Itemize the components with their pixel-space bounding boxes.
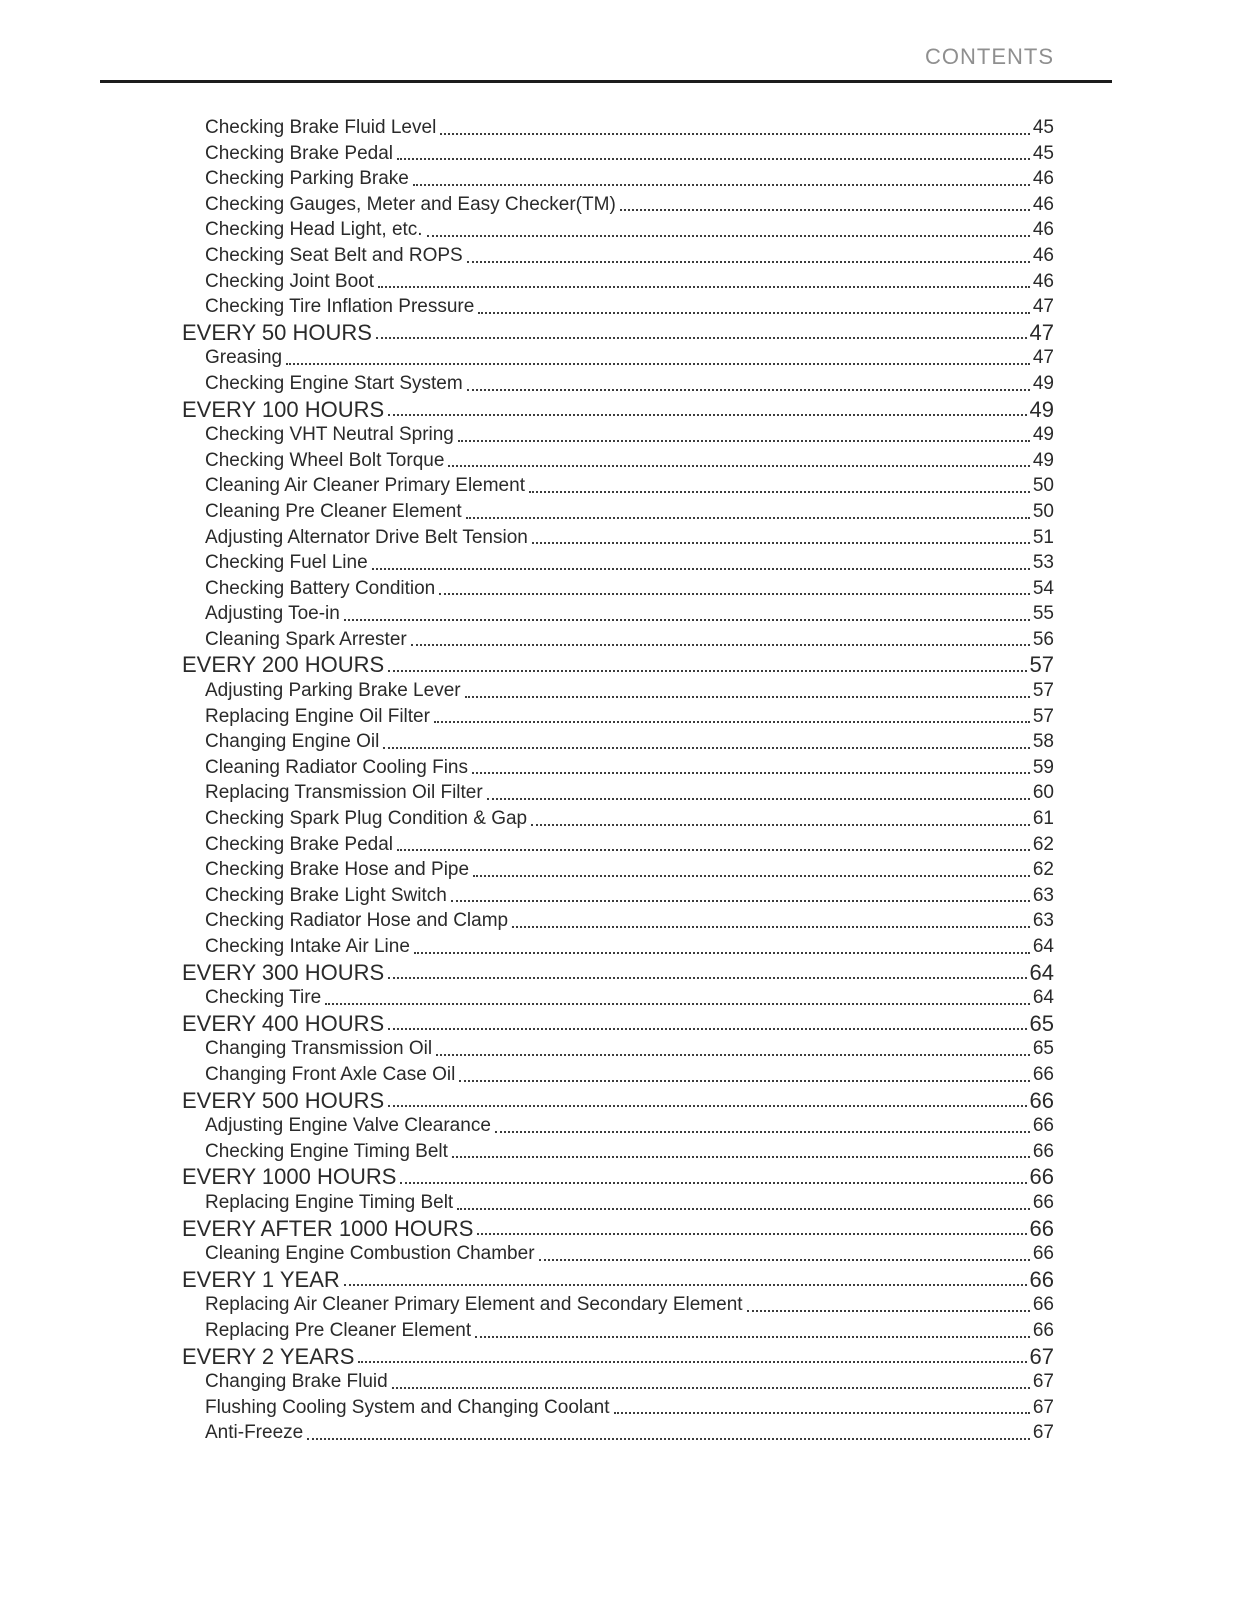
toc-entry-title: Checking Brake Fluid Level xyxy=(205,117,437,138)
toc-entry[interactable] xyxy=(182,320,1054,346)
toc-entry[interactable] xyxy=(182,345,1054,371)
toc-dot-leader xyxy=(397,158,1030,160)
toc-entry[interactable] xyxy=(182,883,1054,909)
toc-entry-page: 64 xyxy=(1029,959,1054,985)
toc-entry-title: Checking Spark Plug Condition & Gap xyxy=(205,808,528,830)
toc-entry-page: 49 xyxy=(1032,449,1054,471)
toc-entry-title: Adjusting Alternator Drive Belt Tension xyxy=(205,526,528,548)
toc-entry-page: 49 xyxy=(1029,396,1054,422)
toc-entry-page: 63 xyxy=(1032,910,1054,932)
toc-entry-page: 57 xyxy=(1032,680,1054,702)
toc-dot-leader xyxy=(495,1131,1030,1133)
toc-entry-title: Checking Brake Hose and Pipe xyxy=(205,859,470,881)
toc-entry-page: 67 xyxy=(1032,1396,1054,1418)
page-header-title: CONTENTS xyxy=(925,44,1054,69)
toc-dot-leader xyxy=(448,465,1029,467)
toc-dot-leader xyxy=(286,363,1030,365)
toc-entry-title: Adjusting Parking Brake Lever xyxy=(205,680,461,702)
toc-entry-title: Adjusting Toe-in xyxy=(205,603,340,625)
toc-entry-page: 66 xyxy=(1032,1294,1054,1316)
toc-dot-leader xyxy=(372,568,1030,570)
toc-entry-title: Flushing Cooling System and Changing Coolant xyxy=(205,1396,610,1418)
toc-entry-title: Checking Gauges, Meter and Easy Checker(TM) xyxy=(205,193,616,215)
toc-dot-leader xyxy=(388,977,1026,979)
toc-dot-leader xyxy=(452,1156,1030,1158)
header-rule xyxy=(100,80,1112,83)
toc-entry-title: Replacing Engine Timing Belt xyxy=(205,1191,454,1213)
toc-entry-title: Changing Engine Oil xyxy=(205,731,380,753)
toc-entry-page: 58 xyxy=(1032,731,1054,753)
toc-entry-page: 50 xyxy=(1032,475,1054,497)
toc-entry-title: Adjusting Engine Valve Clearance xyxy=(205,1115,491,1137)
toc-entry-page: 66 xyxy=(1032,1191,1054,1213)
toc-entry-page: 46 xyxy=(1032,193,1054,215)
toc-entry-title: Checking Brake Light Switch xyxy=(205,884,447,906)
toc-entry-page: 65 xyxy=(1032,1038,1054,1060)
toc-dot-leader xyxy=(467,261,1030,263)
toc-dot-leader xyxy=(388,1028,1026,1030)
toc-entry-title: Changing Transmission Oil xyxy=(205,1038,433,1060)
toc-entry-title: Changing Front Axle Case Oil xyxy=(205,1063,456,1085)
toc-entry[interactable] xyxy=(182,627,1054,653)
toc-entry-title: Greasing xyxy=(205,347,283,369)
toc-entry[interactable] xyxy=(182,115,1054,141)
toc-dot-leader xyxy=(512,926,1030,928)
toc-entry[interactable] xyxy=(182,166,1054,192)
toc-entry-page: 67 xyxy=(1029,1343,1054,1369)
toc-entry[interactable] xyxy=(182,448,1054,474)
toc-dot-leader xyxy=(614,1412,1030,1414)
toc-entry-page: 49 xyxy=(1032,372,1054,394)
toc-dot-leader xyxy=(388,670,1026,672)
toc-entry[interactable] xyxy=(182,1036,1054,1062)
toc-entry[interactable] xyxy=(182,1088,1054,1114)
toc-dot-leader xyxy=(358,1361,1026,1363)
toc-entry-page: 47 xyxy=(1032,347,1054,369)
toc-dot-leader xyxy=(459,1080,1030,1082)
toc-entry[interactable] xyxy=(182,1420,1054,1446)
toc-entry[interactable] xyxy=(182,985,1054,1011)
toc-entry-page: 60 xyxy=(1032,782,1054,804)
toc-entry[interactable] xyxy=(182,678,1054,704)
toc-dot-leader xyxy=(434,721,1030,723)
toc-dot-leader xyxy=(531,824,1030,826)
toc-entry[interactable] xyxy=(182,806,1054,832)
toc-entry[interactable] xyxy=(182,1190,1054,1216)
toc-entry-page: 66 xyxy=(1032,1115,1054,1137)
toc-entry-title: EVERY 1000 HOURS xyxy=(182,1164,397,1190)
toc-entry[interactable] xyxy=(182,192,1054,218)
toc-entry-title: Replacing Pre Cleaner Element xyxy=(205,1319,472,1341)
toc-entry-page: 45 xyxy=(1032,142,1054,164)
toc-entry-title: EVERY 500 HOURS xyxy=(182,1087,385,1113)
toc-entry-page: 61 xyxy=(1032,808,1054,830)
toc-entry-title: Checking Brake Pedal xyxy=(205,142,393,164)
toc-entry[interactable] xyxy=(182,652,1054,678)
toc-entry[interactable] xyxy=(182,499,1054,525)
toc-entry[interactable] xyxy=(182,1139,1054,1165)
toc-entry-page: 66 xyxy=(1029,1266,1054,1292)
toc-entry[interactable] xyxy=(182,934,1054,960)
toc-entry-page: 62 xyxy=(1032,833,1054,855)
toc-dot-leader xyxy=(376,337,1027,339)
toc-entry-page: 55 xyxy=(1032,603,1054,625)
toc-entry[interactable] xyxy=(182,1062,1054,1088)
toc-dot-leader xyxy=(325,1003,1030,1005)
toc-entry-page: 53 xyxy=(1032,552,1054,574)
toc-entry-title: Cleaning Pre Cleaner Element xyxy=(205,500,462,522)
toc-entry-page: 65 xyxy=(1029,1010,1054,1036)
toc-entry[interactable] xyxy=(182,908,1054,934)
toc-entry-title: Cleaning Air Cleaner Primary Element xyxy=(205,475,525,497)
toc-dot-leader xyxy=(477,1233,1026,1235)
toc-dot-leader xyxy=(466,517,1030,519)
toc-dot-leader xyxy=(397,849,1030,851)
toc-entry-page: 66 xyxy=(1029,1164,1054,1190)
toc-entry-page: 66 xyxy=(1029,1215,1054,1241)
toc-dot-leader xyxy=(539,1259,1030,1261)
toc-dot-leader xyxy=(473,875,1030,877)
toc-entry[interactable] xyxy=(182,832,1054,858)
toc-dot-leader xyxy=(388,1105,1026,1107)
toc-entry-title: EVERY AFTER 1000 HOURS xyxy=(182,1215,474,1241)
toc-entry-title: Checking Engine Timing Belt xyxy=(205,1140,448,1162)
toc-entry[interactable] xyxy=(182,1344,1054,1370)
toc-entry[interactable] xyxy=(182,422,1054,448)
toc-entry-title: Replacing Engine Oil Filter xyxy=(205,705,430,727)
toc-entry-title: Checking VHT Neutral Spring xyxy=(205,424,454,446)
toc-dot-leader xyxy=(467,389,1030,391)
toc-entry-title: Changing Brake Fluid xyxy=(205,1371,388,1393)
toc-entry[interactable] xyxy=(182,217,1054,243)
toc-entry[interactable] xyxy=(182,371,1054,397)
toc-entry[interactable] xyxy=(182,473,1054,499)
toc-dot-leader xyxy=(414,952,1030,954)
toc-entry-title: EVERY 2 YEARS xyxy=(182,1343,355,1369)
toc-dot-leader xyxy=(383,747,1030,749)
toc-entry[interactable] xyxy=(182,1395,1054,1421)
toc-entry-title: Cleaning Radiator Cooling Fins xyxy=(205,756,468,778)
toc-entry[interactable] xyxy=(182,1164,1054,1190)
toc-dot-leader xyxy=(747,1310,1030,1312)
toc-dot-leader xyxy=(439,593,1030,595)
toc-entry-page: 66 xyxy=(1032,1319,1054,1341)
toc-entry-title: Checking Joint Boot xyxy=(205,270,374,292)
toc-dot-leader xyxy=(392,1387,1030,1389)
toc-entry-title: EVERY 1 YEAR xyxy=(182,1266,340,1292)
toc-entry[interactable] xyxy=(182,755,1054,781)
toc-entry-page: 66 xyxy=(1032,1063,1054,1085)
toc-dot-leader xyxy=(465,696,1030,698)
toc-entry-title: Checking Intake Air Line xyxy=(205,936,410,957)
toc-dot-leader xyxy=(457,1208,1030,1210)
toc-entry[interactable] xyxy=(182,269,1054,295)
toc-entry-page: 47 xyxy=(1032,296,1054,318)
toc-entry-title: Checking Head Light, etc. xyxy=(205,219,423,241)
toc-entry-page: 64 xyxy=(1032,936,1054,957)
toc-entry-title: Anti-Freeze xyxy=(205,1422,304,1444)
toc-entry-page: 45 xyxy=(1032,117,1054,138)
toc-entry[interactable] xyxy=(182,601,1054,627)
toc-entry[interactable] xyxy=(182,1267,1054,1293)
toc-entry[interactable] xyxy=(182,294,1054,320)
toc-entry-title: EVERY 400 HOURS xyxy=(182,1010,385,1036)
toc-entry-title: Checking Seat Belt and ROPS xyxy=(205,244,463,266)
toc-entry-title: EVERY 50 HOURS xyxy=(182,319,372,345)
toc-entry[interactable] xyxy=(182,1113,1054,1139)
toc-entry-page: 51 xyxy=(1032,526,1054,548)
toc-list xyxy=(100,115,1112,1446)
toc-entry-title: EVERY 200 HOURS xyxy=(182,652,385,678)
toc-entry-title: Replacing Air Cleaner Primary Element and Secondary Element xyxy=(205,1294,743,1316)
toc-entry[interactable] xyxy=(182,1216,1054,1242)
toc-entry-page: 50 xyxy=(1032,500,1054,522)
toc-entry-title: Checking Wheel Bolt Torque xyxy=(205,449,445,471)
toc-entry-title: Checking Fuel Line xyxy=(205,552,368,574)
toc-entry[interactable] xyxy=(182,525,1054,551)
toc-entry-page: 46 xyxy=(1032,168,1054,190)
toc-entry-page: 47 xyxy=(1029,319,1054,345)
toc-entry-title: Checking Radiator Hose and Clamp xyxy=(205,910,509,932)
toc-dot-leader xyxy=(532,542,1030,544)
toc-entry[interactable] xyxy=(182,1318,1054,1344)
toc-dot-leader xyxy=(472,772,1030,774)
toc-entry[interactable] xyxy=(182,243,1054,269)
toc-entry-title: Checking Tire xyxy=(205,987,322,1009)
toc-entry-page: 57 xyxy=(1029,652,1054,678)
toc-entry-title: Checking Parking Brake xyxy=(205,168,409,190)
toc-entry-page: 62 xyxy=(1032,859,1054,881)
toc-entry[interactable] xyxy=(182,729,1054,755)
toc-entry[interactable] xyxy=(182,780,1054,806)
toc-entry-title: Checking Tire Inflation Pressure xyxy=(205,296,475,318)
toc-entry-page: 66 xyxy=(1029,1087,1054,1113)
toc-dot-leader xyxy=(378,286,1030,288)
toc-entry-page: 46 xyxy=(1032,219,1054,241)
toc-dot-leader xyxy=(440,133,1030,135)
toc-entry-title: Replacing Transmission Oil Filter xyxy=(205,782,483,804)
toc-entry-page: 56 xyxy=(1032,628,1054,650)
toc-entry[interactable] xyxy=(182,960,1054,986)
toc-entry[interactable] xyxy=(182,704,1054,730)
toc-entry-page: 57 xyxy=(1032,705,1054,727)
toc-dot-leader xyxy=(388,414,1026,416)
toc-entry-title: Cleaning Engine Combustion Chamber xyxy=(205,1243,535,1265)
toc-entry-page: 54 xyxy=(1032,577,1054,599)
toc-dot-leader xyxy=(620,209,1030,211)
toc-entry[interactable] xyxy=(182,141,1054,167)
toc-dot-leader xyxy=(451,900,1030,902)
page-header xyxy=(100,0,1112,70)
toc-entry[interactable] xyxy=(182,857,1054,883)
toc-entry[interactable] xyxy=(182,1369,1054,1395)
toc-dot-leader xyxy=(307,1438,1030,1440)
toc-entry-page: 46 xyxy=(1032,244,1054,266)
toc-entry-title: EVERY 100 HOURS xyxy=(182,396,385,422)
toc-dot-leader xyxy=(529,491,1030,493)
toc-entry-page: 49 xyxy=(1032,424,1054,446)
toc-dot-leader xyxy=(413,184,1030,186)
toc-entry-title: Checking Engine Start System xyxy=(205,372,463,394)
toc-dot-leader xyxy=(427,235,1030,237)
toc-entry-title: EVERY 300 HOURS xyxy=(182,959,385,985)
toc-entry-title: Cleaning Spark Arrester xyxy=(205,628,407,650)
toc-entry-page: 66 xyxy=(1032,1140,1054,1162)
toc-dot-leader xyxy=(344,619,1030,621)
toc-dot-leader xyxy=(487,798,1030,800)
toc-entry[interactable] xyxy=(182,1292,1054,1318)
toc-entry[interactable] xyxy=(182,550,1054,576)
toc-dot-leader xyxy=(478,312,1030,314)
toc-entry[interactable] xyxy=(182,576,1054,602)
toc-entry-page: 59 xyxy=(1032,756,1054,778)
toc-entry-page: 46 xyxy=(1032,270,1054,292)
toc-entry[interactable] xyxy=(182,1241,1054,1267)
toc-entry-title: Checking Brake Pedal xyxy=(205,833,393,855)
toc-entry-page: 67 xyxy=(1032,1371,1054,1393)
toc-dot-leader xyxy=(458,440,1030,442)
toc-entry[interactable] xyxy=(182,397,1054,423)
toc-dot-leader xyxy=(436,1054,1030,1056)
toc-entry-page: 64 xyxy=(1032,987,1054,1009)
toc-entry-page: 67 xyxy=(1032,1422,1054,1444)
toc-dot-leader xyxy=(411,644,1030,646)
toc-dot-leader xyxy=(344,1284,1027,1286)
toc-entry[interactable] xyxy=(182,1011,1054,1037)
toc-dot-leader xyxy=(475,1336,1030,1338)
toc-entry-page: 66 xyxy=(1032,1243,1054,1265)
toc-entry-page: 63 xyxy=(1032,884,1054,906)
toc-entry-title: Checking Battery Condition xyxy=(205,577,436,599)
toc-dot-leader xyxy=(400,1182,1026,1184)
